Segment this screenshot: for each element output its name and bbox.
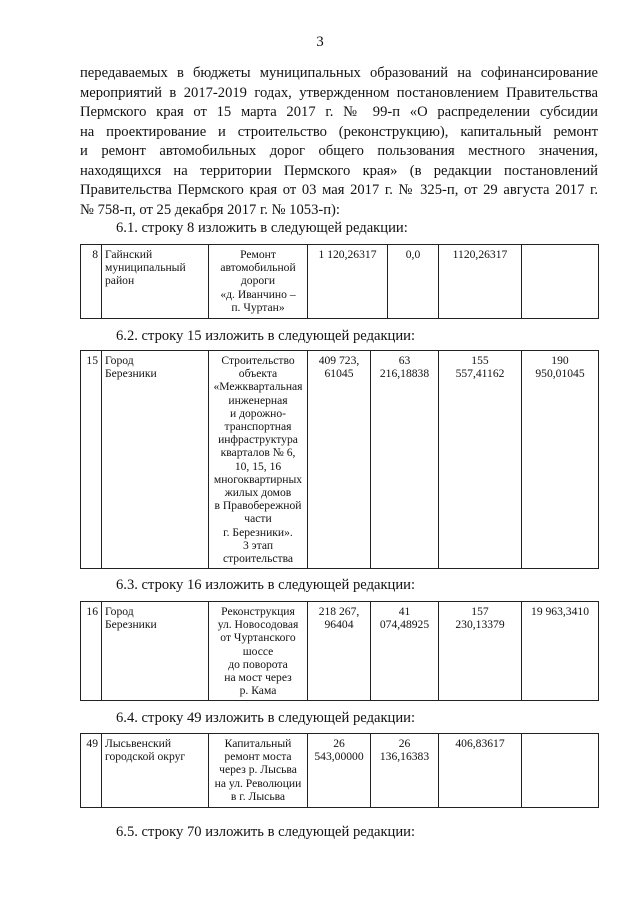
intro-line: Правительства Пермского края от 03 мая 2017 г. № 325-п, от 29 августа 2017 г.: [80, 182, 598, 198]
value-cell: 218 267, 96404: [308, 602, 371, 701]
table-row-16: [80, 601, 599, 701]
value-cell: 26 136,16383: [371, 734, 439, 808]
table-row-15: [80, 350, 599, 569]
value-cell: 157 230,13379: [439, 602, 522, 701]
municipality-name: Город Березники: [102, 351, 209, 569]
intro-line: передаваемых в бюджеты муниципальных образований на софинансирование: [80, 65, 598, 81]
value-cell: 409 723, 61045: [308, 351, 371, 569]
intro-line: Пермского края от 15 марта 2017 г. № 99-п «О распределении субсидии: [80, 104, 598, 120]
intro-line: на проектирование и строительство (реконструкцию), капитальный ремонт: [80, 123, 598, 140]
row-number: 8: [81, 245, 102, 319]
row-number: 49: [81, 734, 102, 808]
value-cell: 1120,26317: [439, 245, 522, 319]
object-description: Реконструкция ул. Новосодовая от Чуртанского шоссе до поворота на мост через р. Кама: [209, 602, 308, 701]
row-number: 15: [81, 351, 102, 569]
value-cell: [522, 245, 599, 319]
table-row-8: [80, 244, 599, 319]
object-description: Строительство объекта «Межквартальная инженерная и дорожно- транспортная инфраструктура кварталов № 6, 10, 15, 16 многоквартирных жилых домов в Правобережной части г. Березники». 3 этап строительства: [209, 351, 308, 569]
municipality-name: Лысьвенский городской округ: [102, 734, 209, 808]
municipality-name: Гайнский муниципальный район: [102, 245, 209, 319]
section-heading: 6.5. строку 70 изложить в следующей редакции:: [116, 824, 416, 840]
value-cell: 155 557,41162: [439, 351, 522, 569]
value-cell: 190 950,01045: [522, 351, 599, 569]
value-cell: 26 543,00000: [308, 734, 371, 808]
section-heading: 6.2. строку 15 изложить в следующей редакции:: [116, 328, 416, 344]
value-cell: 406,83617: [439, 734, 522, 808]
table-row-49: [80, 733, 599, 808]
intro-line: № 758-п, от 25 декабря 2017 г. № 1053-п):: [80, 201, 340, 218]
row-number: 16: [81, 602, 102, 701]
intro-line: и ремонт автомобильных дорог общего пользования местного значения,: [80, 143, 598, 159]
value-cell: 41 074,48925: [371, 602, 439, 701]
value-cell: 19 963,3410: [522, 602, 599, 701]
intro-line: мероприятий в 2017-2019 годах, утвержденном постановлением Правительства: [80, 84, 598, 101]
value-cell: 0,0: [388, 245, 439, 319]
intro-paragraph: [80, 64, 598, 220]
section-heading: 6.1. строку 8 изложить в следующей редакции:: [116, 220, 408, 236]
value-cell: [522, 734, 599, 808]
object-description: Ремонт автомобильной дороги «д. Иванчино – п. Чуртан»: [209, 245, 308, 319]
section-heading: 6.4. строку 49 изложить в следующей редакции:: [116, 710, 416, 726]
page-number: 3: [316, 34, 324, 50]
municipality-name: Город Березники: [102, 602, 209, 701]
value-cell: 63 216,18838: [371, 351, 439, 569]
intro-line: находящихся на территории Пермского края» (в редакции постановлений: [80, 162, 598, 179]
value-cell: 1 120,26317: [308, 245, 388, 319]
section-heading: 6.3. строку 16 изложить в следующей редакции:: [116, 577, 416, 593]
object-description: Капитальный ремонт моста через р. Лысьва на ул. Революции в г. Лысьва: [209, 734, 308, 808]
